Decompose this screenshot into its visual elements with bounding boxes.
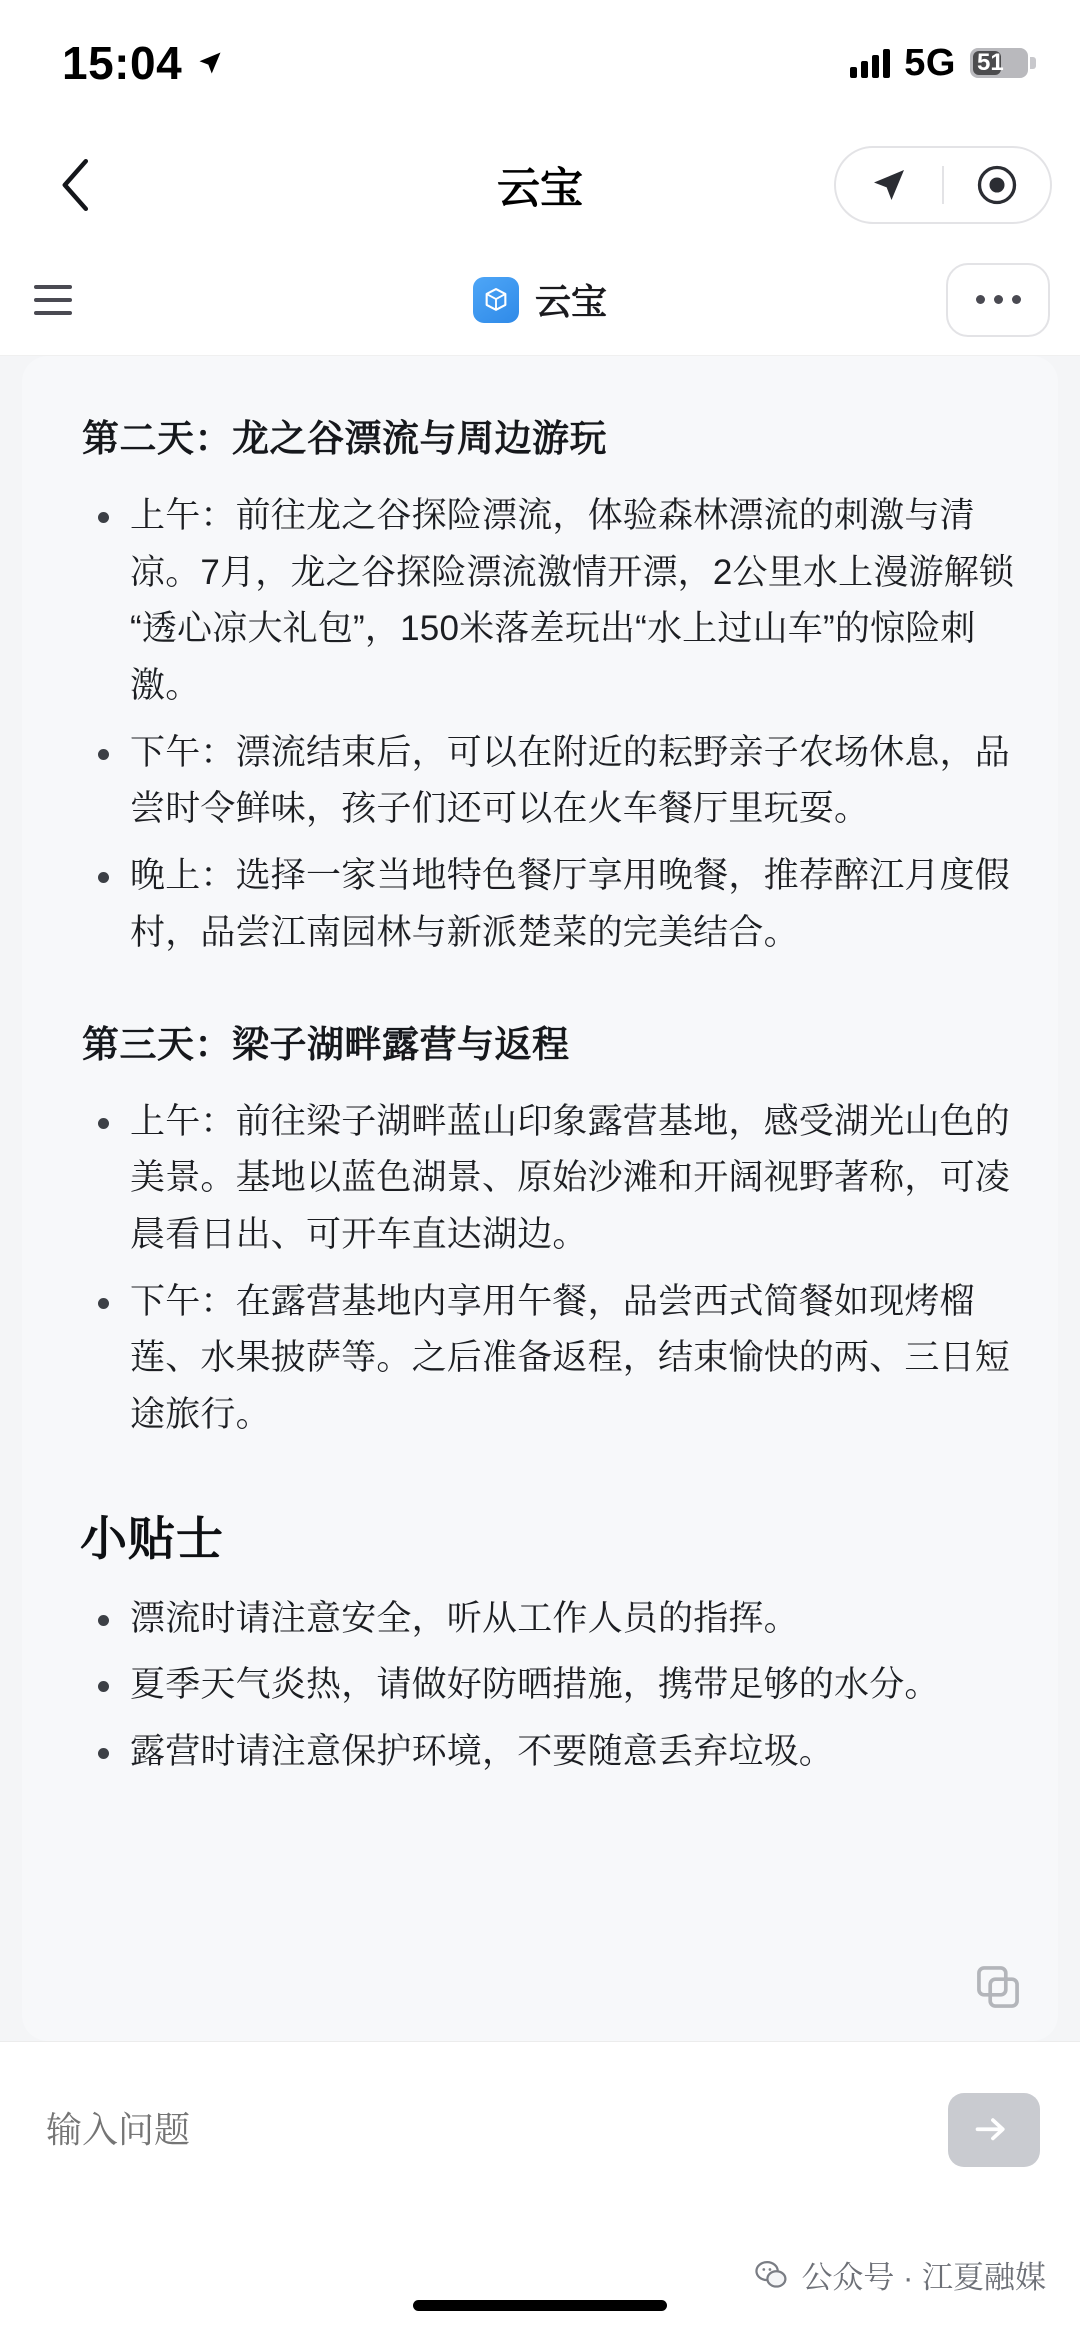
home-indicator[interactable] [413, 2300, 667, 2311]
status-right [850, 42, 1028, 85]
wechat-icon [753, 2257, 789, 2293]
location-arrow-icon [196, 49, 224, 77]
signal-bars-icon [850, 48, 890, 78]
mini-program-bar [0, 244, 1080, 356]
cube-logo-icon [473, 277, 519, 323]
list-item: 露营时请注意保护环境，不要随意丢弃垃圾。 [84, 1724, 1018, 1781]
mini-program-name: 云宝 [534, 281, 607, 322]
page-title: 云宝 [497, 164, 583, 213]
navigate-button[interactable] [836, 148, 942, 222]
list-item: 下午：漂流结束后，可以在附近的耘野亲子农场休息，品尝时令鲜味，孩子们还可以在火车餐厅里玩耍。 [84, 725, 1018, 838]
battery-indicator [970, 48, 1028, 78]
target-button[interactable] [944, 148, 1050, 222]
list-menu-icon[interactable] [34, 272, 90, 328]
account-text: 公众号 · 江夏融媒 [801, 2260, 1046, 2295]
list-item: 夏季天气炎热，请做好防晒措施，携带足够的水分。 [84, 1657, 1018, 1714]
day2-heading: 第二天：龙之谷漂流与周边游玩 [82, 418, 607, 459]
status-left [62, 36, 224, 90]
account-tag [753, 2252, 1046, 2297]
nav-actions [834, 146, 1052, 224]
list-item: 下午：在露营基地内享用午餐，品尝西式简餐如现烤榴莲、水果披萨等。之后准备返程，结束愉快的两、三日短途旅行。 [84, 1274, 1018, 1444]
send-button[interactable] [948, 2093, 1040, 2167]
back-button[interactable] [44, 153, 108, 217]
day3-heading: 第三天：梁子湖畔露营与返程 [82, 1023, 570, 1065]
copy-icon[interactable] [972, 1961, 1024, 2013]
tips-heading: 小贴士 [80, 1511, 224, 1565]
nav-bar [0, 126, 1080, 244]
battery-percent: 51 [977, 49, 1004, 76]
list-item: 漂流时请注意安全，听从工作人员的指挥。 [84, 1591, 1018, 1648]
answer-card [22, 356, 1058, 2041]
network-label: 5G [904, 41, 956, 84]
content-scroll-area[interactable] [0, 356, 1080, 2041]
list-item: 上午：前往龙之谷探险漂流，体验森林漂流的刺激与清凉。7月，龙之谷探险漂流激情开漂，2公里水上漫游解锁“透心凉大礼包”，150米落差玩出“水上过山车”的惊险刺激。 [84, 488, 1018, 715]
footer-bar [0, 2217, 1080, 2337]
mini-program-identity [0, 274, 1080, 325]
tips-list [84, 1591, 1018, 1781]
status-time: 15:04 [62, 37, 183, 89]
chevron-left-icon [59, 157, 93, 213]
list-item: 上午：前往梁子湖畔蓝山印象露营基地，感受湖光山色的美景。基地以蓝色湖景、原始沙滩和开阔视野著称，可凌晨看日出、可开车直达湖边。 [84, 1094, 1018, 1264]
target-circle-icon [976, 164, 1018, 206]
day3-list [84, 1094, 1018, 1444]
list-item: 晚上：选择一家当地特色餐厅享用晚餐，推荐醉江月度假村，品尝江南园林与新派楚菜的完美结合。 [84, 848, 1018, 961]
question-input[interactable] [46, 2109, 922, 2151]
send-arrow-icon [972, 2108, 1016, 2152]
navigate-arrow-icon [869, 165, 909, 205]
day2-list [84, 488, 1018, 962]
input-bar [0, 2041, 1080, 2217]
status-bar [0, 0, 1080, 126]
more-ellipsis-icon[interactable] [946, 263, 1050, 337]
